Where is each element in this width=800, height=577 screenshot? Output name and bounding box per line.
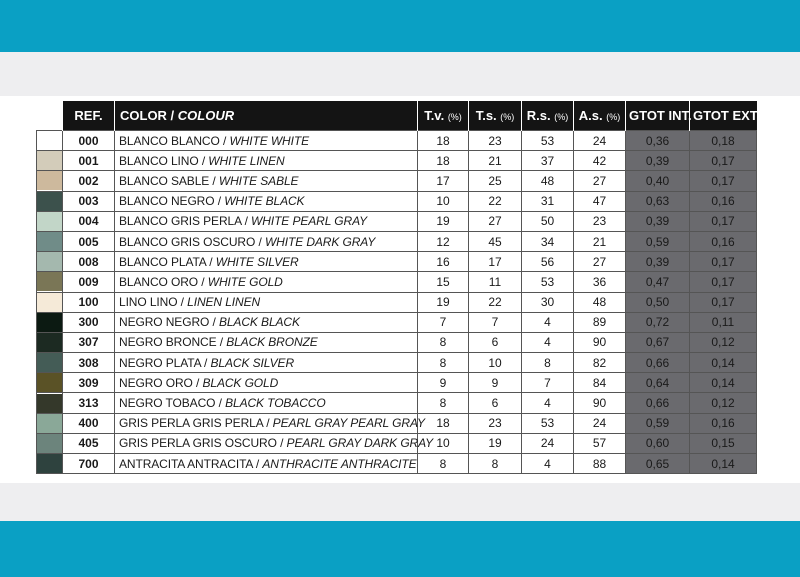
color-swatch-cell <box>37 433 63 453</box>
ref-header: REF. <box>63 101 115 131</box>
rs-cell: 37 <box>522 151 574 171</box>
rs-cell: 4 <box>522 454 574 474</box>
ref-cell: 313 <box>63 393 115 413</box>
table-row <box>37 433 757 453</box>
color-header-en: COLOUR <box>177 108 235 123</box>
color-name-es: BLANCO GRIS PERLA / <box>119 214 252 229</box>
tv-cell: 18 <box>418 131 469 151</box>
color-swatch-cell <box>37 393 63 413</box>
table-row <box>37 231 757 251</box>
color-swatch <box>37 131 62 150</box>
color-swatch-cell <box>37 272 63 292</box>
color-swatch-cell <box>37 312 63 332</box>
ts-cell: 6 <box>469 332 522 352</box>
gtot-int-cell: 0,66 <box>626 353 690 373</box>
rs-cell: 7 <box>522 373 574 393</box>
ts-cell: 23 <box>469 413 522 433</box>
rs-cell: 53 <box>522 413 574 433</box>
rs-cell: 24 <box>522 433 574 453</box>
top-color-band <box>0 0 800 52</box>
color-name-en: WHITE WHITE <box>229 133 309 148</box>
rs-cell: 4 <box>522 332 574 352</box>
color-name-cell <box>115 312 418 332</box>
color-name-cell <box>115 191 418 211</box>
rs-cell: 34 <box>522 231 574 251</box>
rs-cell: 56 <box>522 252 574 272</box>
tv-header-label: T.v. <box>424 108 445 123</box>
ts-cell: 25 <box>469 171 522 191</box>
color-name-es: NEGRO BRONCE / <box>119 335 227 350</box>
rs-cell: 31 <box>522 191 574 211</box>
gtot-ext-cell: 0,12 <box>690 332 757 352</box>
ref-cell: 004 <box>63 211 115 231</box>
ts-header <box>469 101 522 131</box>
tv-cell: 10 <box>418 433 469 453</box>
as-cell: 90 <box>574 332 626 352</box>
table-row <box>37 373 757 393</box>
gtot-ext-cell: 0,16 <box>690 413 757 433</box>
ref-cell: 008 <box>63 252 115 272</box>
color-name-es: NEGRO PLATA / <box>119 355 211 370</box>
tv-cell: 15 <box>418 272 469 292</box>
color-name-cell <box>115 332 418 352</box>
table-row <box>37 353 757 373</box>
color-name-cell <box>115 373 418 393</box>
tv-cell: 7 <box>418 312 469 332</box>
color-name-cell <box>115 231 418 251</box>
as-cell: 21 <box>574 231 626 251</box>
table-row <box>37 393 757 413</box>
as-cell: 27 <box>574 252 626 272</box>
as-cell: 42 <box>574 151 626 171</box>
as-cell: 36 <box>574 272 626 292</box>
table-row <box>37 272 757 292</box>
color-name-cell <box>115 272 418 292</box>
table-row <box>37 454 757 474</box>
color-name-es: ANTRACITA ANTRACITA / <box>119 456 263 471</box>
gtot-int-header: GTOT INT. <box>626 101 690 131</box>
tv-cell: 8 <box>418 353 469 373</box>
ref-cell: 100 <box>63 292 115 312</box>
tv-cell: 8 <box>418 454 469 474</box>
gtot-ext-cell: 0,17 <box>690 151 757 171</box>
table-row <box>37 332 757 352</box>
color-swatch <box>37 252 62 271</box>
gtot-int-cell: 0,72 <box>626 312 690 332</box>
ts-header-unit: (%) <box>500 112 515 122</box>
gtot-int-cell: 0,60 <box>626 433 690 453</box>
color-swatch <box>37 414 62 433</box>
ref-cell: 405 <box>63 433 115 453</box>
rs-cell: 30 <box>522 292 574 312</box>
color-swatch <box>37 232 62 251</box>
gtot-int-cell: 0,39 <box>626 252 690 272</box>
ts-cell: 11 <box>469 272 522 292</box>
color-name-cell <box>115 413 425 433</box>
ref-cell: 002 <box>63 171 115 191</box>
color-swatch <box>37 394 62 413</box>
color-name-en: PEARL GRAY DARK GRAY <box>286 436 434 451</box>
tv-cell: 9 <box>418 373 469 393</box>
ts-cell: 23 <box>469 131 522 151</box>
as-cell: 88 <box>574 454 626 474</box>
color-name-cell <box>115 252 418 272</box>
tv-cell: 19 <box>418 211 469 231</box>
rs-cell: 4 <box>522 393 574 413</box>
ref-cell: 005 <box>63 231 115 251</box>
color-name-es: BLANCO NEGRO / <box>119 194 225 209</box>
table-row <box>37 131 757 151</box>
as-cell: 90 <box>574 393 626 413</box>
color-name-es: LINO LINO / <box>119 295 188 310</box>
color-swatch <box>37 192 62 211</box>
color-swatch-cell <box>37 454 63 474</box>
color-swatch <box>37 151 62 170</box>
tv-cell: 16 <box>418 252 469 272</box>
color-swatch-cell <box>37 171 63 191</box>
as-cell: 48 <box>574 292 626 312</box>
color-name-cell <box>115 433 434 453</box>
color-name-en: PEARL GRAY PEARL GRAY <box>272 416 425 431</box>
table-row <box>37 413 757 433</box>
gtot-ext-cell: 0,17 <box>690 211 757 231</box>
ts-cell: 19 <box>469 433 522 453</box>
color-name-es: BLANCO PLATA / <box>119 254 216 269</box>
color-name-cell <box>115 353 418 373</box>
rs-header <box>522 101 574 131</box>
color-name-en: BLACK TOBACCO <box>225 396 326 411</box>
ts-cell: 17 <box>469 252 522 272</box>
gtot-int-cell: 0,67 <box>626 332 690 352</box>
tv-cell: 17 <box>418 171 469 191</box>
gtot-ext-cell: 0,16 <box>690 191 757 211</box>
ts-cell: 9 <box>469 373 522 393</box>
color-name-cell <box>115 171 418 191</box>
color-swatch-cell <box>37 211 63 231</box>
color-swatch <box>37 313 62 332</box>
gtot-int-cell: 0,40 <box>626 171 690 191</box>
color-name-en: ANTHRACITE ANTHRACITE <box>262 456 417 471</box>
color-swatch <box>37 171 62 190</box>
tv-header-unit: (%) <box>447 112 462 122</box>
gtot-int-cell: 0,64 <box>626 373 690 393</box>
table-row <box>37 191 757 211</box>
color-name-en: WHITE PEARL GRAY <box>251 214 368 229</box>
as-cell: 27 <box>574 171 626 191</box>
ref-cell: 000 <box>63 131 115 151</box>
color-header-es: COLOR / <box>120 108 178 123</box>
rs-cell: 53 <box>522 131 574 151</box>
ref-cell: 700 <box>63 454 115 474</box>
color-name-en: WHITE GOLD <box>207 274 283 289</box>
ts-cell: 21 <box>469 151 522 171</box>
as-header <box>574 101 626 131</box>
color-swatch <box>37 212 62 231</box>
color-swatch-cell <box>37 353 63 373</box>
gtot-ext-cell: 0,18 <box>690 131 757 151</box>
color-name-es: BLANCO LINO / <box>119 153 209 168</box>
ref-cell: 307 <box>63 332 115 352</box>
ts-cell: 45 <box>469 231 522 251</box>
color-swatch-cell <box>37 151 63 171</box>
tv-cell: 12 <box>418 231 469 251</box>
ts-cell: 7 <box>469 312 522 332</box>
rs-cell: 53 <box>522 272 574 292</box>
table-row <box>37 211 757 231</box>
as-cell: 24 <box>574 131 626 151</box>
color-name-en: WHITE DARK GRAY <box>264 234 376 249</box>
ts-cell: 8 <box>469 454 522 474</box>
table-row <box>37 292 757 312</box>
color-name-en: LINEN LINEN <box>187 295 261 310</box>
table-row <box>37 252 757 272</box>
ts-cell: 27 <box>469 211 522 231</box>
color-name-cell <box>115 151 418 171</box>
gtot-ext-cell: 0,11 <box>690 312 757 332</box>
header-row <box>37 101 757 131</box>
gtot-ext-header: GTOT EXT. <box>690 101 757 131</box>
gtot-int-cell: 0,66 <box>626 393 690 413</box>
color-swatch <box>37 353 62 372</box>
color-name-cell <box>115 393 418 413</box>
color-name-en: BLACK GOLD <box>202 375 279 390</box>
gtot-ext-cell: 0,14 <box>690 353 757 373</box>
table-row <box>37 151 757 171</box>
gtot-ext-cell: 0,12 <box>690 393 757 413</box>
color-swatch-cell <box>37 131 63 151</box>
rs-cell: 48 <box>522 171 574 191</box>
rs-cell: 8 <box>522 353 574 373</box>
rs-cell: 50 <box>522 211 574 231</box>
color-specs-table <box>36 101 760 474</box>
color-name-en: WHITE LINEN <box>208 153 285 168</box>
table-row <box>37 171 757 191</box>
as-cell: 89 <box>574 312 626 332</box>
as-header-label: A.s. <box>578 108 603 123</box>
table-row <box>37 312 757 332</box>
color-swatch-cell <box>37 231 63 251</box>
ref-cell: 001 <box>63 151 115 171</box>
as-header-unit: (%) <box>606 112 621 122</box>
color-swatch-cell <box>37 413 63 433</box>
color-name-cell <box>115 454 418 474</box>
as-cell: 23 <box>574 211 626 231</box>
ts-cell: 22 <box>469 292 522 312</box>
as-cell: 47 <box>574 191 626 211</box>
as-cell: 84 <box>574 373 626 393</box>
ref-cell: 400 <box>63 413 115 433</box>
color-swatch <box>37 434 62 453</box>
gtot-int-cell: 0,36 <box>626 131 690 151</box>
color-name-cell <box>115 131 418 151</box>
gtot-int-cell: 0,39 <box>626 211 690 231</box>
ts-cell: 22 <box>469 191 522 211</box>
ref-cell: 009 <box>63 272 115 292</box>
tv-cell: 19 <box>418 292 469 312</box>
color-name-es: NEGRO TOBACO / <box>119 396 226 411</box>
ts-cell: 10 <box>469 353 522 373</box>
as-cell: 24 <box>574 413 626 433</box>
color-swatch <box>37 454 62 473</box>
gtot-ext-cell: 0,17 <box>690 292 757 312</box>
gtot-int-cell: 0,59 <box>626 413 690 433</box>
as-cell: 57 <box>574 433 626 453</box>
color-swatch-cell <box>37 252 63 272</box>
ref-cell: 308 <box>63 353 115 373</box>
tv-cell: 18 <box>418 151 469 171</box>
color-swatch <box>37 333 62 352</box>
color-swatch-cell <box>37 292 63 312</box>
swatch-header <box>37 101 63 131</box>
gtot-int-cell: 0,39 <box>626 151 690 171</box>
tv-header <box>418 101 469 131</box>
ts-cell: 6 <box>469 393 522 413</box>
tv-cell: 8 <box>418 332 469 352</box>
gtot-ext-cell: 0,15 <box>690 433 757 453</box>
gtot-int-cell: 0,47 <box>626 272 690 292</box>
gtot-int-cell: 0,59 <box>626 231 690 251</box>
color-header <box>115 101 418 131</box>
gtot-ext-cell: 0,16 <box>690 231 757 251</box>
rs-cell: 4 <box>522 312 574 332</box>
rs-header-label: R.s. <box>526 108 551 123</box>
color-name-es: NEGRO ORO / <box>119 375 203 390</box>
color-name-en: BLACK BLACK <box>218 315 300 330</box>
color-name-es: BLANCO BLANCO / <box>119 133 230 148</box>
color-swatch-cell <box>37 332 63 352</box>
gtot-int-cell: 0,65 <box>626 454 690 474</box>
gtot-ext-cell: 0,17 <box>690 171 757 191</box>
top-gray-strip <box>0 52 800 96</box>
color-name-cell <box>115 292 418 312</box>
color-name-es: GRIS PERLA GRIS OSCURO / <box>119 436 287 451</box>
color-name-es: NEGRO NEGRO / <box>119 315 219 330</box>
color-name-es: BLANCO GRIS OSCURO / <box>119 234 265 249</box>
ref-cell: 309 <box>63 373 115 393</box>
color-name-en: BLACK BRONZE <box>226 335 318 350</box>
bottom-gray-strip <box>0 483 800 521</box>
color-swatch-cell <box>37 191 63 211</box>
rs-header-unit: (%) <box>554 112 569 122</box>
tv-cell: 10 <box>418 191 469 211</box>
color-name-en: BLACK SILVER <box>210 355 295 370</box>
ref-cell: 300 <box>63 312 115 332</box>
gtot-int-cell: 0,50 <box>626 292 690 312</box>
color-name-es: BLANCO ORO / <box>119 274 208 289</box>
color-name-en: WHITE SILVER <box>215 254 299 269</box>
color-name-es: BLANCO SABLE / <box>119 173 219 188</box>
gtot-ext-cell: 0,14 <box>690 454 757 474</box>
color-swatch <box>37 373 62 392</box>
ts-header-label: T.s. <box>475 108 497 123</box>
gtot-ext-cell: 0,17 <box>690 252 757 272</box>
tv-cell: 18 <box>418 413 469 433</box>
color-name-es: GRIS PERLA GRIS PERLA / <box>119 416 273 431</box>
color-name-cell <box>115 211 418 231</box>
bottom-color-band <box>0 521 800 577</box>
color-name-en: WHITE BLACK <box>224 194 305 209</box>
tv-cell: 8 <box>418 393 469 413</box>
gtot-int-cell: 0,63 <box>626 191 690 211</box>
as-cell: 82 <box>574 353 626 373</box>
color-swatch <box>37 272 62 291</box>
gtot-ext-cell: 0,17 <box>690 272 757 292</box>
gtot-ext-cell: 0,14 <box>690 373 757 393</box>
ref-cell: 003 <box>63 191 115 211</box>
color-swatch <box>37 293 62 312</box>
color-name-en: WHITE SABLE <box>218 173 299 188</box>
color-swatch-cell <box>37 373 63 393</box>
